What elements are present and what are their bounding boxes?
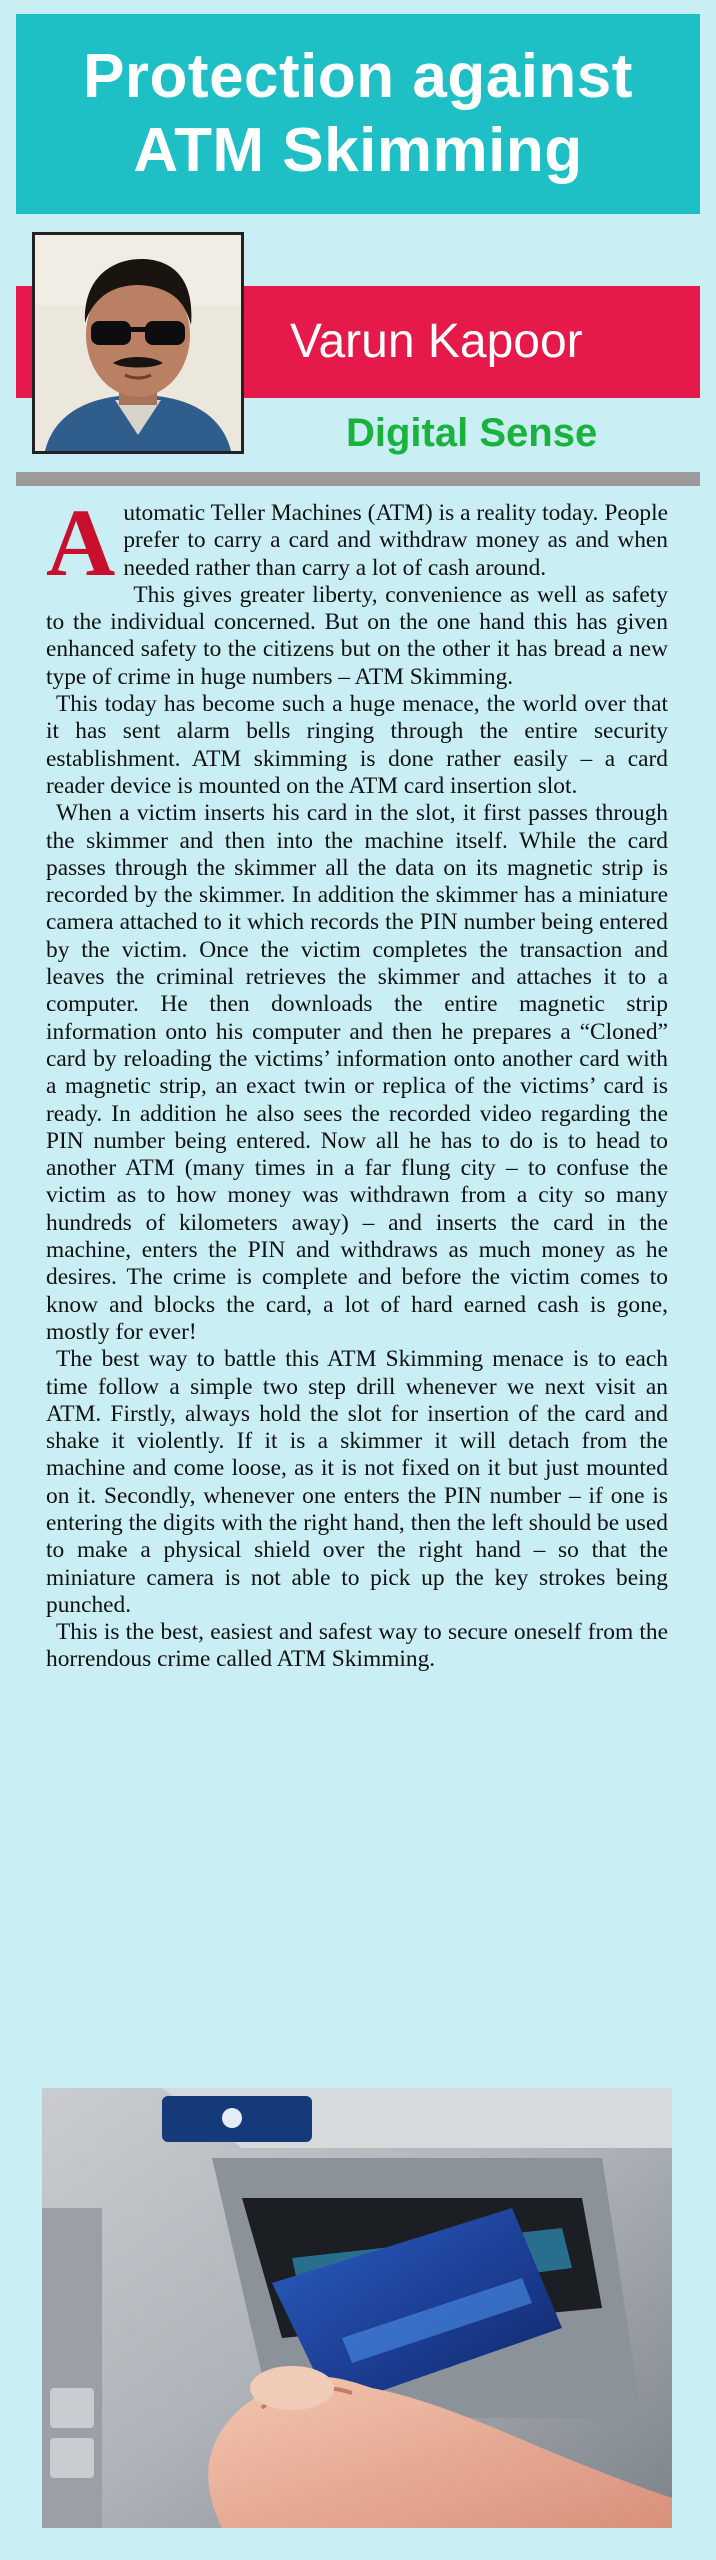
article-paragraph: This gives greater liberty, convenience as well as safety to the individual concerned. But on the one hand this has given enhanced safety to the citizens but on the other it has bread a new type of crime in huge numbers – ATM Skimming. (46, 581, 668, 690)
drop-cap: A (46, 489, 116, 596)
article-body (46, 489, 668, 1674)
headline-line-2: ATM Skimming (133, 116, 583, 185)
article-paragraph: This is the best, easiest and safest way to secure oneself from the horrendous crime called ATM Skimming. (46, 1619, 668, 1673)
article-paragraph: The best way to battle this ATM Skimming menace is to each time follow a simple two step drill whenever we next visit an ATM. Firstly, always hold the slot for insertion of the card and shake it violently. If it is a skimmer it will detach from the machine and come loose, as it is not fixed on it but just mounted on it. Secondly, whenever one enters the PIN number – if one is entering the digits with the right hand, then the left should be used to make a physical shield over the right hand – so that the miniature camera is not able to pick up the key strokes being punched. (46, 1346, 668, 1618)
portrait-image (35, 235, 241, 451)
article-paragraph: This today has become such a huge menace, the world over that it has sent alarm bells ringing through the entire security establishment. ATM skimming is done rather easily – a card reader device is mounted on the ATM card insertion slot. (46, 691, 668, 799)
atm-illustration (42, 2088, 672, 2528)
title-banner (16, 14, 700, 214)
section-divider (16, 472, 700, 486)
article-paragraph (46, 489, 668, 596)
author-name: Varun Kapoor (290, 315, 583, 368)
paragraph-text: utomatic Teller Machines (ATM) is a reality today. People prefer to carry a card and withdraw money as and when needed rather than carry a lot of cash around. (123, 500, 668, 581)
author-portrait (32, 232, 244, 454)
article-paragraph: When a victim inserts his card in the slot, it first passes through the skimmer and then into the machine itself. While the card passes through the skimmer all the data on its magnetic strip is recorded by the skimmer. In addition the skimmer has a miniature camera attached to it which records the PIN number being entered by the victim. Once the victim completes the transaction and leaves the criminal retrieves the skimmer and attaches it to a computer. He then downloads the entire magnetic strip information onto his computer and then he prepares a “Cloned” card by reloading the victims’ information onto another card with a magnetic strip, an exact twin or replica of the victims’ card is ready. In addition he also sees the recorded video regarding the PIN number being entered. Now all he has to do is to head to another ATM (many times in a far flung city – to confuse the victim as to how money was withdrawn from a city so many hundreds of kilometers away) – and inserts the card in the machine, enters the PIN and withdraws as much money as he desires. The crime is complete and before the victim comes to know and blocks the card, a lot of hard earned cash is gone, mostly for ever! (46, 800, 668, 1345)
atm-card-photo (42, 2088, 672, 2528)
headline-line-1: Protection against (83, 42, 633, 111)
column-name: Digital Sense (346, 411, 598, 455)
